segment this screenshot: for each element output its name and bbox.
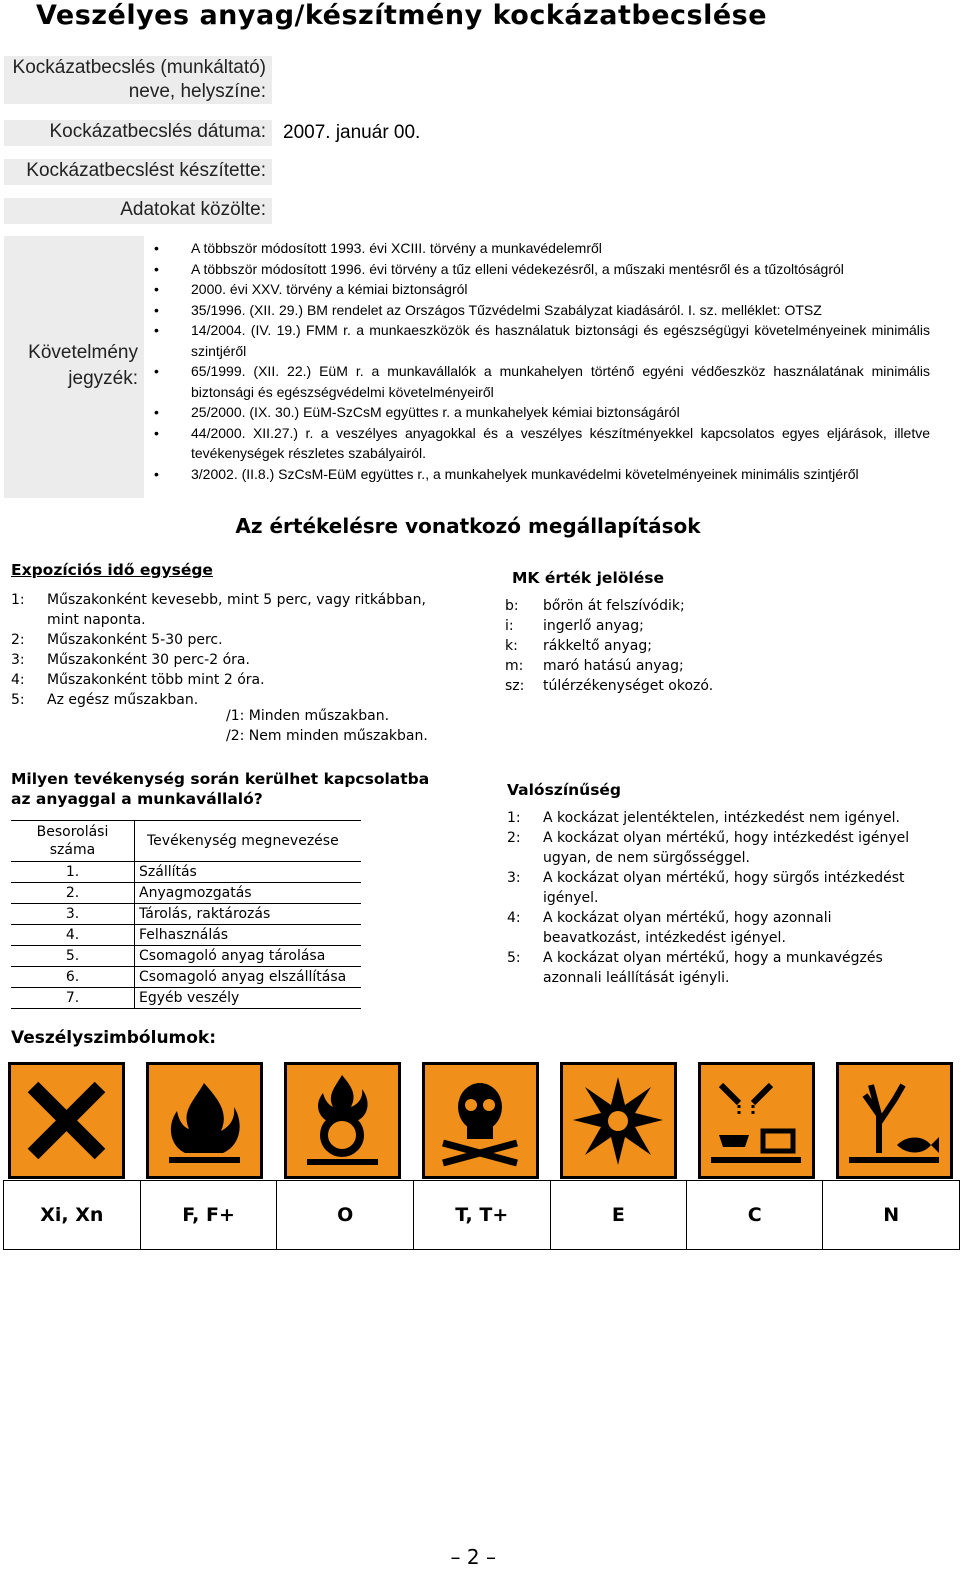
list-item: k: rákkeltő anyag;: [505, 638, 652, 654]
symbol-label: F, F+: [140, 1181, 277, 1250]
list-item: • 44/2000. XII.27.) r. a veszélyes anyagokkal és a veszélyes készítményekkel kapcsolatos egyes eljárások, illetve tevékenységek részletes szabályairól.: [150, 423, 930, 464]
exposure-sub-1: /1: Minden műszakban.: [226, 708, 390, 724]
mk-title: MK érték jelölése: [512, 569, 664, 587]
table-row: 6. Csomagoló anyag elszállítása: [11, 967, 361, 988]
table-row: 5. Csomagoló anyag tárolása: [11, 946, 361, 967]
symbol-label: E: [550, 1181, 686, 1250]
date-value: 2007. január 00.: [283, 122, 421, 143]
symbols-labels-table: [3, 1180, 960, 1250]
explosion-icon: [560, 1062, 677, 1179]
exposure-list: [11, 590, 451, 710]
provided-label: Adatokat közölte:: [4, 198, 272, 224]
list-item: b: bőrön át felszívódik;: [505, 598, 685, 614]
list-item: • 14/2004. (IV. 19.) FMM r. a munkaeszközök és használatuk biztonsági és egészségügyi követelményeinek minimális szintjéről: [150, 320, 930, 361]
list-item: 4: A kockázat olyan mértékű, hogy azonnali beavatkozást, intézkedést igényel.: [507, 910, 832, 946]
list-item: • 25/2000. (IX. 30.) EüM-SzCsM együttes r. a munkahelyek kémiai biztonságáról: [150, 402, 930, 423]
assessor-label: Kockázatbecslés (munkáltató): [12, 57, 266, 78]
list-item: 5: A kockázat olyan mértékű, hogy a munkavégzés azonnali leállítását igényli.: [507, 950, 883, 986]
list-item: 2: A kockázat olyan mértékű, hogy intézkedést igényel ugyan, de nem sürgősséggel.: [507, 830, 910, 866]
assessor-label-2: neve, helyszíne:: [128, 81, 266, 102]
activity-table: [11, 820, 361, 1009]
list-item: 3: Műszakonként 30 perc-2 óra.: [11, 652, 250, 668]
date-label: Kockázatbecslés dátuma:: [4, 120, 272, 146]
page-number: – 2 –: [450, 1545, 496, 1569]
requirements-label-1: Követelmény: [28, 342, 138, 363]
flame-icon: [146, 1062, 263, 1179]
requirements-list: [150, 238, 930, 484]
col-activity-header: Tevékenység megnevezése: [135, 821, 362, 862]
list-item: m: maró hatású anyag;: [505, 658, 684, 674]
requirements-label: [4, 236, 144, 498]
list-item: 4: Műszakonként több mint 2 óra.: [11, 672, 265, 688]
symbol-label: Xi, Xn: [4, 1181, 141, 1250]
list-item: 3: A kockázat olyan mértékű, hogy sürgős intézkedést igényel.: [507, 870, 905, 906]
symbol-label: T, T+: [413, 1181, 550, 1250]
cross-icon: [8, 1062, 125, 1179]
table-row: 7. Egyéb veszély: [11, 988, 361, 1009]
probability-title: Valószínűség: [507, 781, 622, 799]
symbol-label: O: [277, 1181, 413, 1250]
skull-icon: [422, 1062, 539, 1179]
dead-tree-fish-icon: [836, 1062, 953, 1179]
exposure-title: Expozíciós idő egysége: [11, 561, 213, 579]
activity-question: Milyen tevékenység során kerülhet kapcsolatba az anyaggal a munkavállaló?: [11, 770, 430, 808]
page-title: Veszélyes anyag/készítmény kockázatbecslése: [36, 0, 768, 31]
list-item: 1: Műszakonként kevesebb, mint 5 perc, vagy ritkábban, mint naponta.: [11, 592, 426, 628]
probability-list: [507, 808, 917, 988]
requirements-label-2: jegyzék:: [68, 368, 138, 389]
table-row: [4, 1181, 960, 1250]
exposure-sub-2: /2: Nem minden műszakban.: [226, 728, 428, 744]
table-row: 4. Felhasználás: [11, 925, 361, 946]
col-number-header: Besorolási száma: [11, 821, 135, 862]
table-row: 1. Szállítás: [11, 862, 361, 883]
flame-over-circle-icon: [284, 1062, 401, 1179]
list-item: 1: A kockázat jelentéktelen, intézkedést nem igényel.: [507, 810, 900, 826]
table-header-row: [11, 821, 361, 862]
list-item: • 65/1999. (XII. 22.) EüM r. a munkavállalók a munkahelyen történő egyéni védőeszköz használatának minimális biztonsági és egészségvédelmi követelményeiről: [150, 361, 930, 402]
list-item: • 2000. évi XXV. törvény a kémiai biztonságról: [150, 279, 930, 300]
symbol-label: C: [687, 1181, 823, 1250]
list-item: i: ingerlő anyag;: [505, 618, 644, 634]
symbol-label: N: [823, 1181, 960, 1250]
list-item: 5: Az egész műszakban.: [11, 692, 199, 708]
assessor-label-box: [4, 56, 272, 104]
table-row: 2. Anyagmozgatás: [11, 883, 361, 904]
list-item: 2: Műszakonként 5-30 perc.: [11, 632, 223, 648]
prepared-label: Kockázatbecslést készítette:: [4, 159, 272, 185]
findings-title: Az értékelésre vonatkozó megállapítások: [235, 514, 701, 538]
table-row: 3. Tárolás, raktározás: [11, 904, 361, 925]
mk-list: [505, 596, 925, 696]
list-item: • 35/1996. (XII. 29.) BM rendelet az Országos Tűzvédelmi Szabályzat kiadásáról. I. sz. melléklet: OTSZ: [150, 300, 930, 321]
symbols-title: Veszélyszimbólumok:: [11, 1028, 217, 1048]
corrosion-icon: [698, 1062, 815, 1179]
list-item: • A többször módosított 1993. évi XCIII. törvény a munkavédelemről: [150, 238, 930, 259]
list-item: sz: túlérzékenységet okozó.: [505, 678, 714, 694]
list-item: • 3/2002. (II.8.) SzCsM-EüM együttes r., a munkahelyek munkavédelmi követelményeinek minimális szintjéről: [150, 464, 930, 485]
list-item: • A többször módosított 1996. évi törvény a tűz elleni védekezésről, a műszaki mentésről és a tűzoltóságról: [150, 259, 930, 280]
